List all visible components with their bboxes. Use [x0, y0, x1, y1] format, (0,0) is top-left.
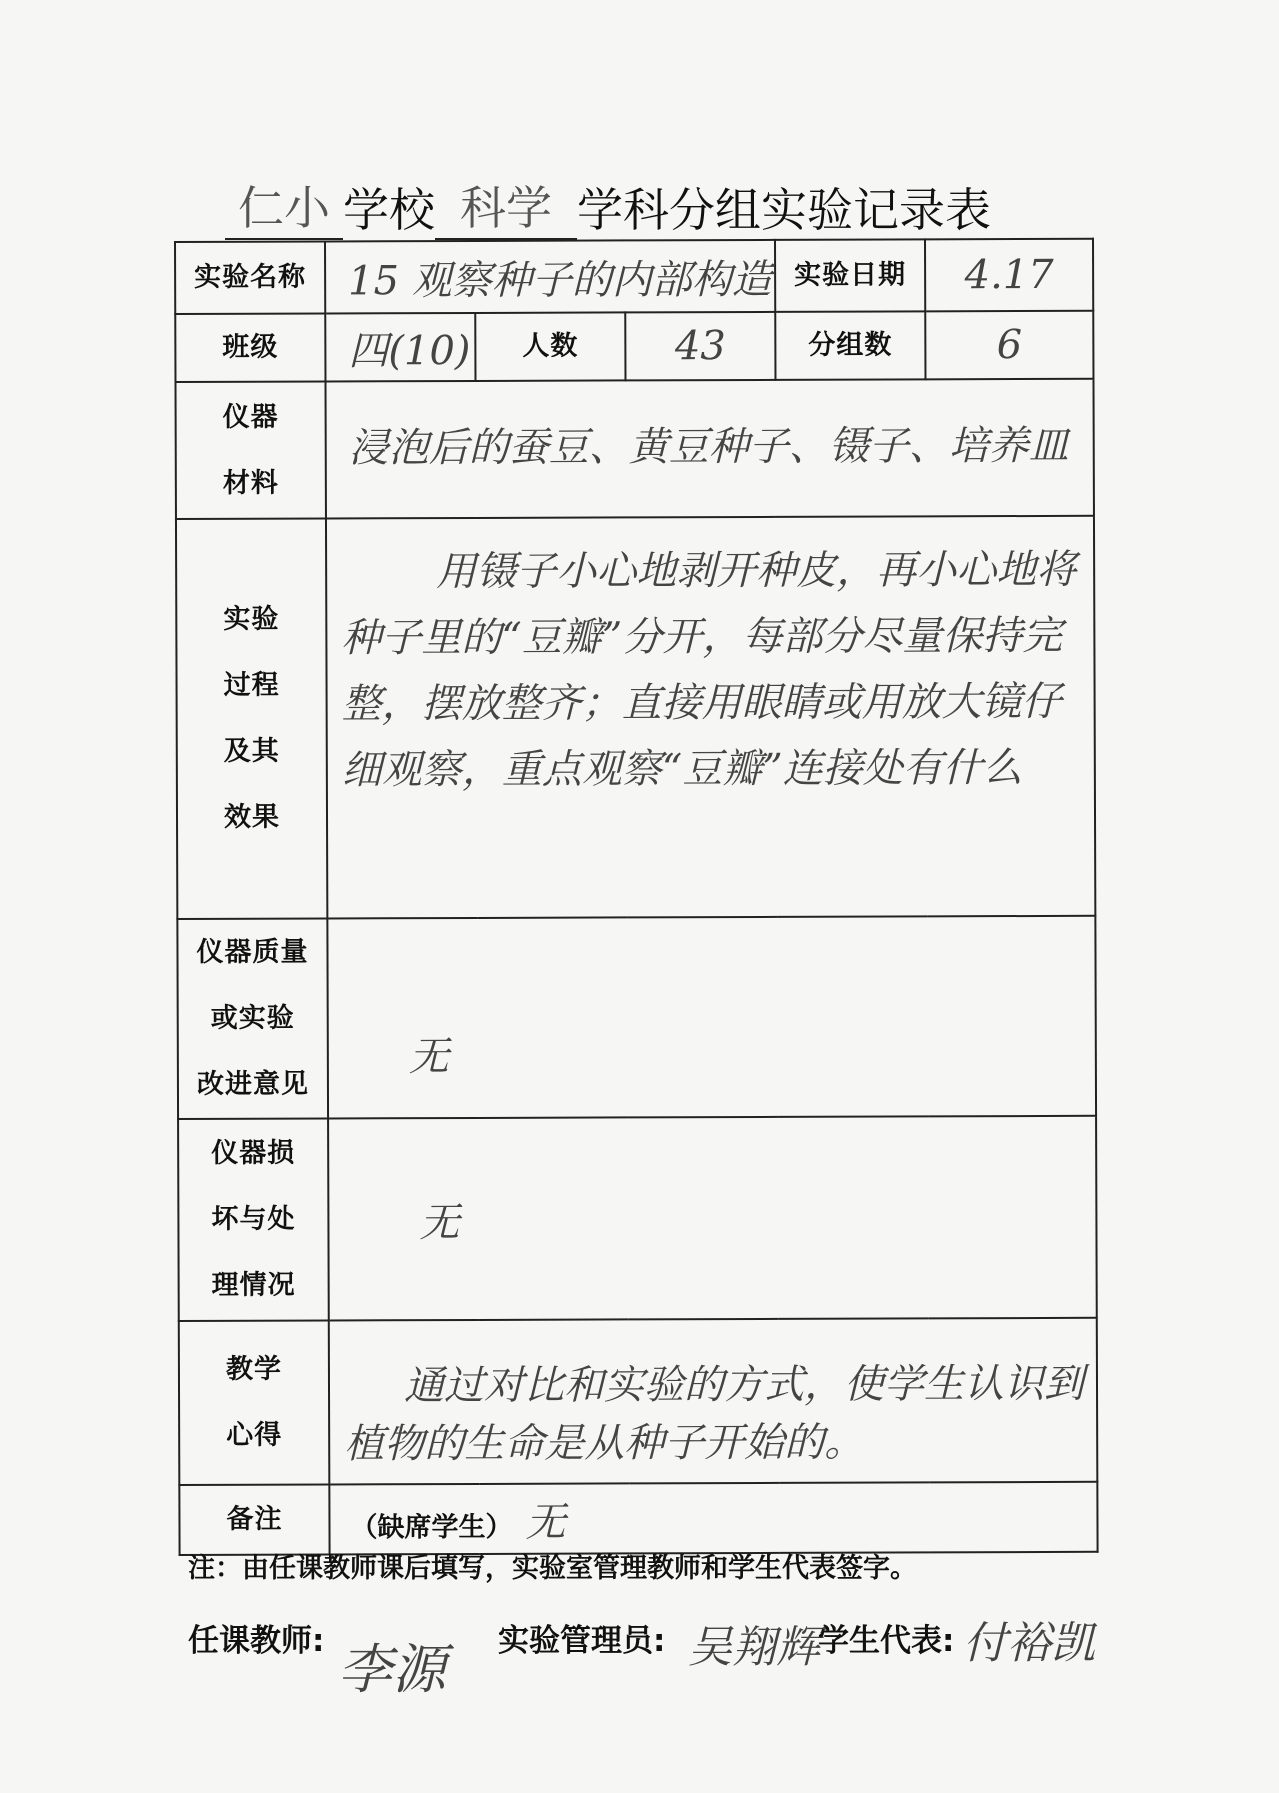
- damage-value: 无: [328, 1116, 1097, 1321]
- materials-value: 浸泡后的蚕豆、黄豆种子、镊子、培养皿: [325, 379, 1093, 519]
- teaching-value: 通过对比和实验的方式，使学生认识到植物的生命是从种子开始的。: [329, 1318, 1098, 1485]
- damage-label: 仪器损 坏与处 理情况: [178, 1118, 329, 1321]
- class-label: 班级: [175, 313, 325, 382]
- teacher-signature: 李源: [338, 1638, 446, 1701]
- remarks-label: 备注: [179, 1484, 329, 1555]
- remarks-value-cell: [329, 1482, 1097, 1555]
- remarks-value: 无: [525, 1499, 566, 1546]
- name-label: 实验名称: [175, 241, 325, 314]
- admin-signature: 吴翔辉: [688, 1622, 820, 1673]
- teaching-label: 教学 心得: [179, 1320, 330, 1485]
- groups-value: 6: [925, 311, 1093, 380]
- student-label: 学生代表:: [818, 1623, 955, 1659]
- count-label: 人数: [475, 312, 625, 381]
- student-signature: 付裕凯: [963, 1618, 1095, 1669]
- signature-row: [188, 1605, 1128, 1715]
- absent-students-label: （缺席学生）: [350, 1511, 513, 1543]
- class-value: 四(10): [325, 313, 475, 382]
- experiment-name-value: 15 观察种子的内部构造: [325, 240, 775, 314]
- quality-value: 无: [327, 916, 1096, 1119]
- footer-note: 注：由任课教师课后填写，实验室管理教师和学生代表签字。: [188, 1553, 917, 1584]
- experiment-record-table: [174, 238, 1099, 1556]
- school-label: 学校: [343, 183, 435, 237]
- admin-label: 实验管理员:: [498, 1623, 666, 1659]
- date-label: 实验日期: [775, 239, 925, 312]
- subject-name-field: 科学: [435, 172, 577, 240]
- school-name-field: 仁小: [225, 172, 343, 240]
- form-title: [225, 180, 1085, 240]
- experiment-date-value: 4.17: [925, 239, 1093, 312]
- quality-label: 仪器质量 或实验 改进意见: [177, 918, 328, 1119]
- count-value: 43: [625, 312, 775, 381]
- process-label: 实验 过程 及其 效果: [176, 518, 327, 919]
- teacher-label: 任课教师:: [188, 1623, 325, 1659]
- title-text: 学科分组实验记录表: [577, 183, 991, 237]
- process-value: 用镊子小心地剥开种皮，再小心地将种子里的“豆瓣”分开，每部分尽量保持完整，摆放整齐；直接用眼睛或用放大镜仔细观察，重点观察“豆瓣”连接处有什么: [326, 516, 1095, 919]
- groups-label: 分组数: [775, 311, 925, 380]
- materials-label: 仪器 材料: [175, 381, 325, 519]
